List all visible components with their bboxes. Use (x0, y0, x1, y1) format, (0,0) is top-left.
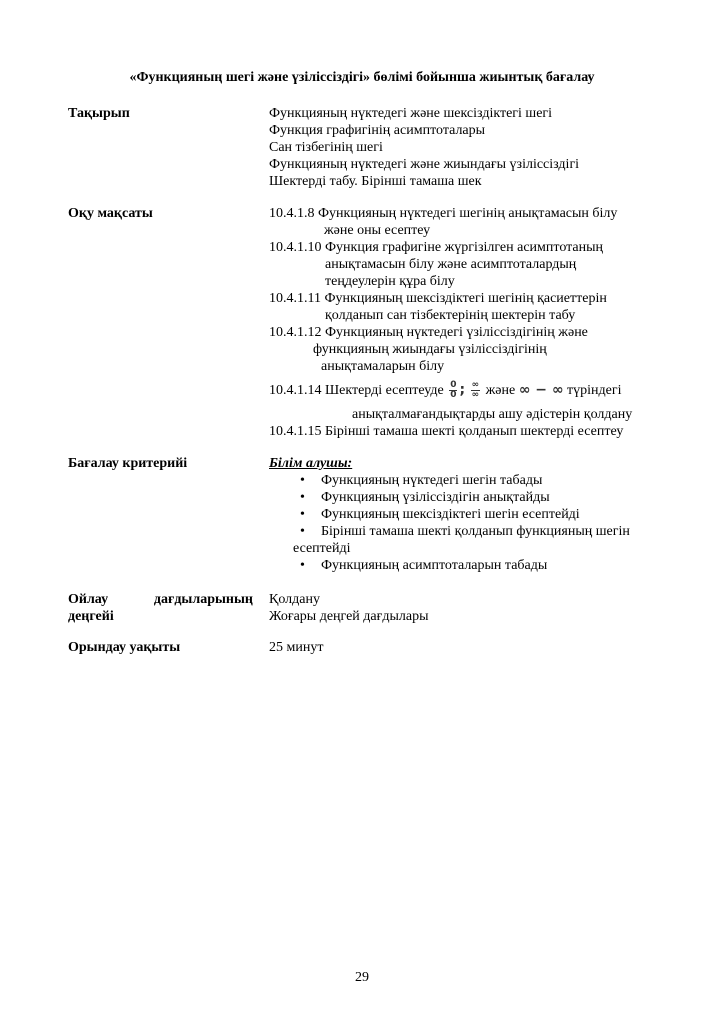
criteria-content (269, 455, 659, 574)
objective-suffix: түріндегі (567, 383, 622, 398)
objective-line: 10.4.1.8 Функцияның нүктедегі шегінің анықтамасын білу (269, 206, 618, 221)
topic-line: Функцияның нүктедегі және шексіздіктегі шегі (269, 106, 553, 121)
topic-label: Тақырып (68, 106, 130, 121)
objective-line: 10.4.1.11 Функцияның шексіздіктегі шегінің қасиеттерін (269, 291, 607, 306)
topic-line: Сан тізбегінің шегі (269, 140, 383, 155)
objective-line: 10.4.1.15 Бірінші тамаша шекті қолданып шектерді есептеу (269, 424, 624, 439)
criteria-item: • Функцияның үзіліссіздігін анықтайды (269, 489, 659, 506)
objective-middle: және (485, 383, 516, 398)
objective-line: 10.4.1.10 Функция графигіне жүргізілген асимптотаның (269, 240, 604, 255)
thinking-line: Қолдану (269, 592, 320, 607)
thinking-line: Жоғары деңгей дағдылары (269, 609, 429, 624)
objectives-content (269, 205, 659, 440)
objective-line: қолданып сан тізбектерінің шектерін табу (325, 308, 576, 323)
objective-line: функцияның жиындағы үзіліссіздігінің (313, 342, 547, 357)
time-label: Орындау уақыты (68, 640, 181, 655)
criteria-item: • Функцияның асимптоталарын табады (269, 557, 659, 574)
criteria-item: • Бірінші тамаша шекті қолданып функцияның шегін есептейді (269, 523, 659, 557)
topic-line: Функция графигінің асимптоталары (269, 123, 486, 138)
criteria-label: Бағалау критерийі (68, 456, 188, 471)
fraction-separator: ; (459, 382, 466, 398)
topic-line: Шектерді табу. Бірінші тамаша шек (269, 174, 482, 189)
thinking-label: Ойлау дағдыларының деңгейі (68, 592, 253, 624)
objective-line: анықтамаларын білу (321, 359, 445, 374)
objectives-label: Оқу мақсаты (68, 206, 153, 221)
thinking-content (269, 591, 659, 625)
inf-minus-inf-expression: ∞ − ∞ (518, 382, 564, 398)
objective-line: анықталмағандықтарды ашу әдістерін қолдану (352, 407, 633, 422)
criteria-list (269, 472, 659, 574)
objective-math-line (269, 375, 659, 405)
fraction-zero-over-zero: $\frac{0}{0}$ (450, 380, 457, 401)
page-title: «Функцияның шегі және үзіліссіздігі» бөлімі бойынша жиынтық бағалау (129, 70, 595, 85)
objective-prefix: 10.4.1.14 Шектерді есептеуде (269, 383, 444, 398)
objective-line: теңдеулерін құра білу (325, 274, 455, 289)
objective-line: анықтамасын білу және асимптоталардың (325, 257, 577, 272)
fraction-inf-over-inf: $\frac{\infty}{\infty}$ (471, 380, 480, 401)
topic-line: Функцияның нүктедегі және жиындағы үзіліссіздігі (269, 157, 580, 172)
page-number: 29 (355, 970, 369, 985)
learner-heading: Білім алушы: (269, 456, 353, 471)
objective-line: және оны есептеу (324, 223, 431, 238)
criteria-item: • Функцияның шексіздіктегі шегін есептейді (269, 506, 659, 523)
criteria-item: • Функцияның нүктедегі шегін табады (269, 472, 659, 489)
time-value: 25 минут (269, 640, 324, 655)
objective-line: 10.4.1.12 Функцияның нүктедегі үзіліссіздігінің және (269, 325, 588, 340)
topic-content (269, 105, 659, 190)
